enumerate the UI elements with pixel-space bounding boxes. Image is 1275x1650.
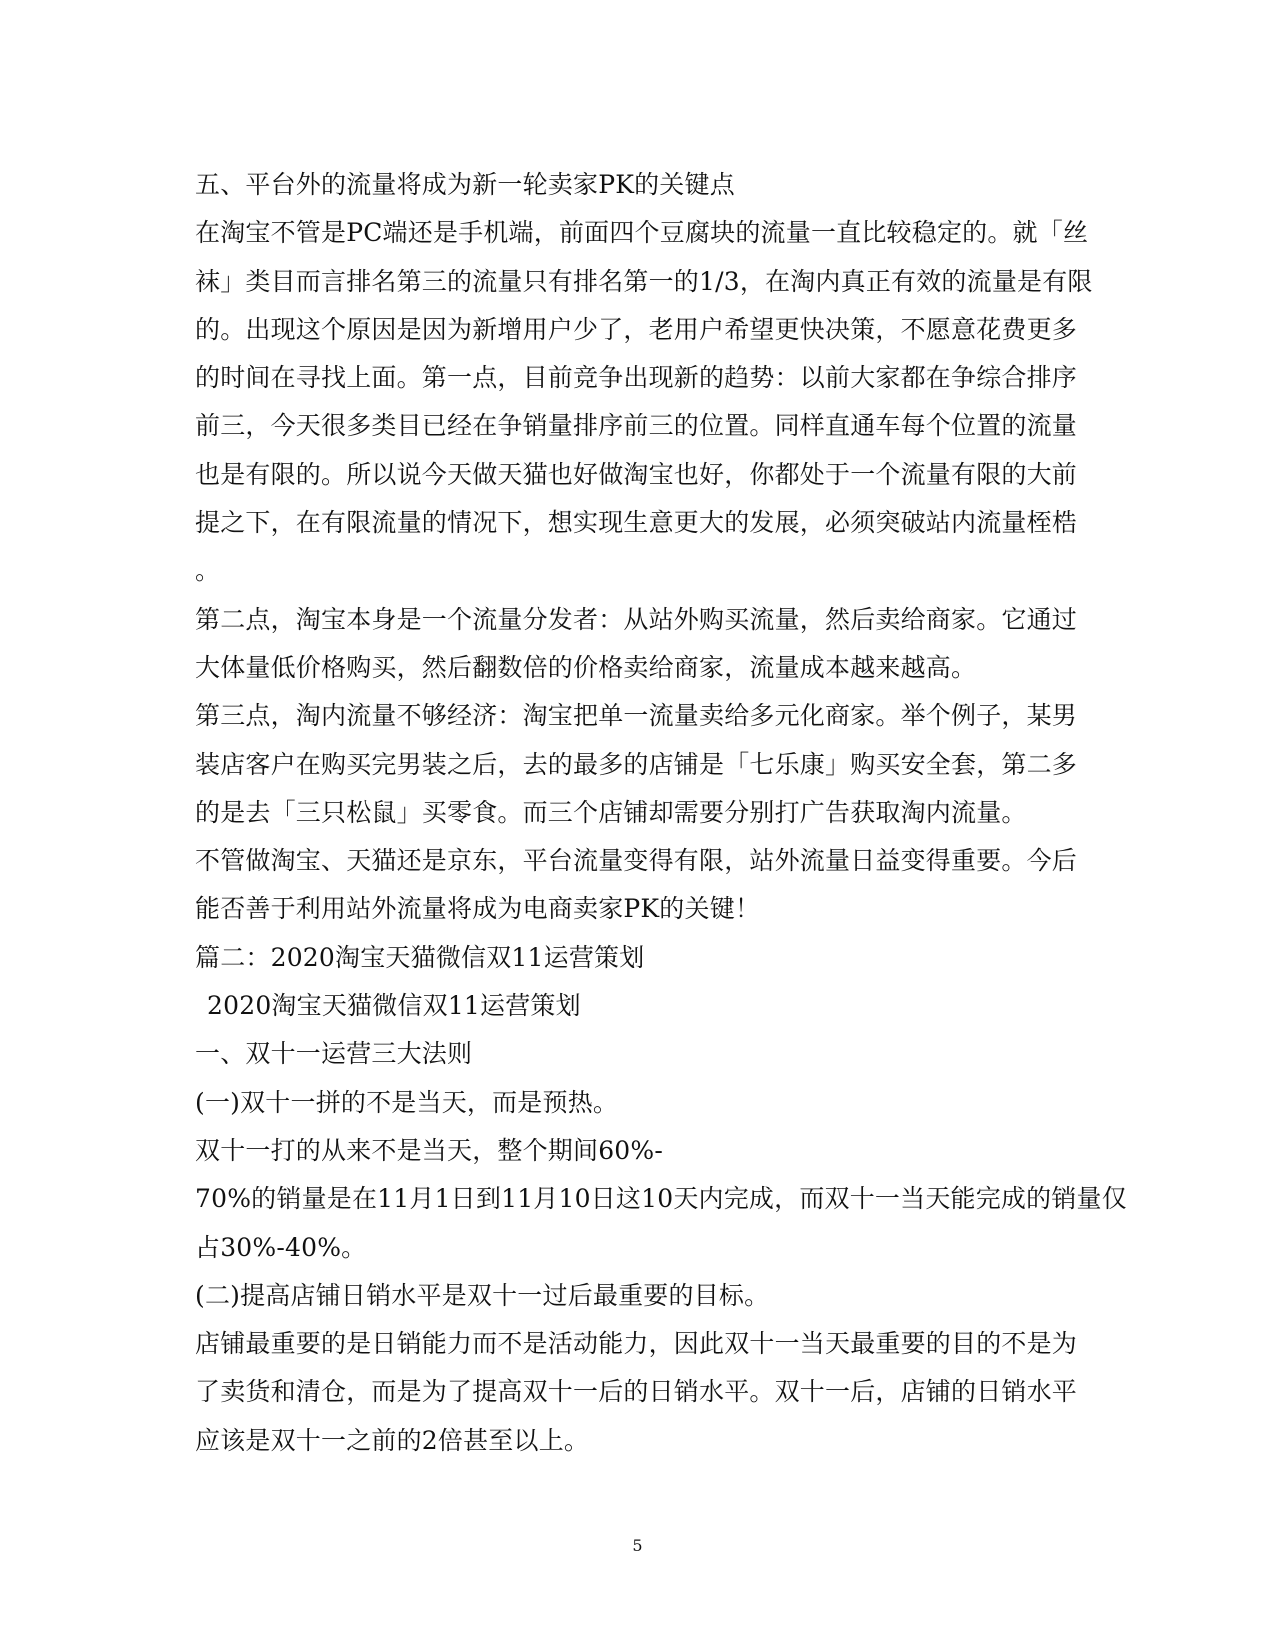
paragraph-line: 提之下，在有限流量的情况下，想实现生意更大的发展，必须突破站内流量桎梏 bbox=[195, 508, 1078, 538]
subsection-heading: (二)提高店铺日销水平是双十一过后最重要的目标。 bbox=[195, 1280, 770, 1310]
paragraph-line: 第二点，淘宝本身是一个流量分发者：从站外购买流量，然后卖给商家。它通过 bbox=[195, 604, 1078, 634]
section-heading: 篇二：2020淘宝天猫微信双11运营策划 bbox=[195, 942, 645, 972]
paragraph-line: 店铺最重要的是日销能力而不是活动能力，因此双十一当天最重要的目的不是为 bbox=[195, 1329, 1078, 1359]
paragraph-line: 的。出现这个原因是因为新增用户少了，老用户希望更快决策，不愿意花费更多 bbox=[195, 314, 1078, 344]
paragraph-line: 占30%-40%。 bbox=[195, 1232, 367, 1262]
paragraph-line: 双十一打的从来不是当天，整个期间60%- bbox=[195, 1135, 664, 1165]
paragraph-line: 70%的销量是在11月1日到11月10日这10天内完成，而双十一当天能完成的销量仅 bbox=[195, 1184, 1127, 1214]
paragraph-line: 前三，今天很多类目已经在争销量排序前三的位置。同样直通车每个位置的流量 bbox=[195, 411, 1078, 441]
paragraph-line: 大体量低价格购买，然后翻数倍的价格卖给商家，流量成本越来越高。 bbox=[195, 652, 977, 682]
paragraph-line: 。 bbox=[195, 556, 221, 586]
paragraph-line: 第三点，淘内流量不够经济：淘宝把单一流量卖给多元化商家。举个例子，某男 bbox=[195, 701, 1078, 731]
paragraph-line: 的时间在寻找上面。第一点，目前竞争出现新的趋势：以前大家都在争综合排序 bbox=[195, 363, 1078, 393]
document-title: 2020淘宝天猫微信双11运营策划 bbox=[207, 991, 581, 1021]
paragraph-line: 的是去「三只松鼠」买零食。而三个店铺却需要分别打广告获取淘内流量。 bbox=[195, 797, 1027, 827]
paragraph-line: 装店客户在购买完男装之后，去的最多的店铺是「七乐康」购买安全套，第二多 bbox=[195, 749, 1078, 779]
paragraph-line: 能否善于利用站外流量将成为电商卖家PK的关键！ bbox=[195, 894, 761, 924]
document-body bbox=[195, 161, 1127, 1465]
paragraph-line: 在淘宝不管是PC端还是手机端，前面四个豆腐块的流量一直比较稳定的。就「丝 bbox=[195, 218, 1089, 248]
paragraph-line: 应该是双十一之前的2倍甚至以上。 bbox=[195, 1425, 590, 1455]
paragraph-line: 袜」类目而言排名第三的流量只有排名第一的1/3，在淘内真正有效的流量是有限 bbox=[195, 266, 1093, 296]
paragraph-line: 不管做淘宝、天猫还是京东，平台流量变得有限，站外流量日益变得重要。今后 bbox=[195, 846, 1078, 876]
subsection-heading: (一)双十一拼的不是当天，而是预热。 bbox=[195, 1087, 619, 1117]
section-heading: 一、双十一运营三大法则 bbox=[195, 1039, 473, 1069]
paragraph-line: 了卖货和清仓，而是为了提高双十一后的日销水平。双十一后，店铺的日销水平 bbox=[195, 1377, 1078, 1407]
section-heading: 五、平台外的流量将成为新一轮卖家PK的关键点 bbox=[195, 170, 735, 199]
page-number: 5 bbox=[632, 1536, 643, 1555]
paragraph-line: 也是有限的。所以说今天做天猫也好做淘宝也好，你都处于一个流量有限的大前 bbox=[195, 459, 1078, 489]
